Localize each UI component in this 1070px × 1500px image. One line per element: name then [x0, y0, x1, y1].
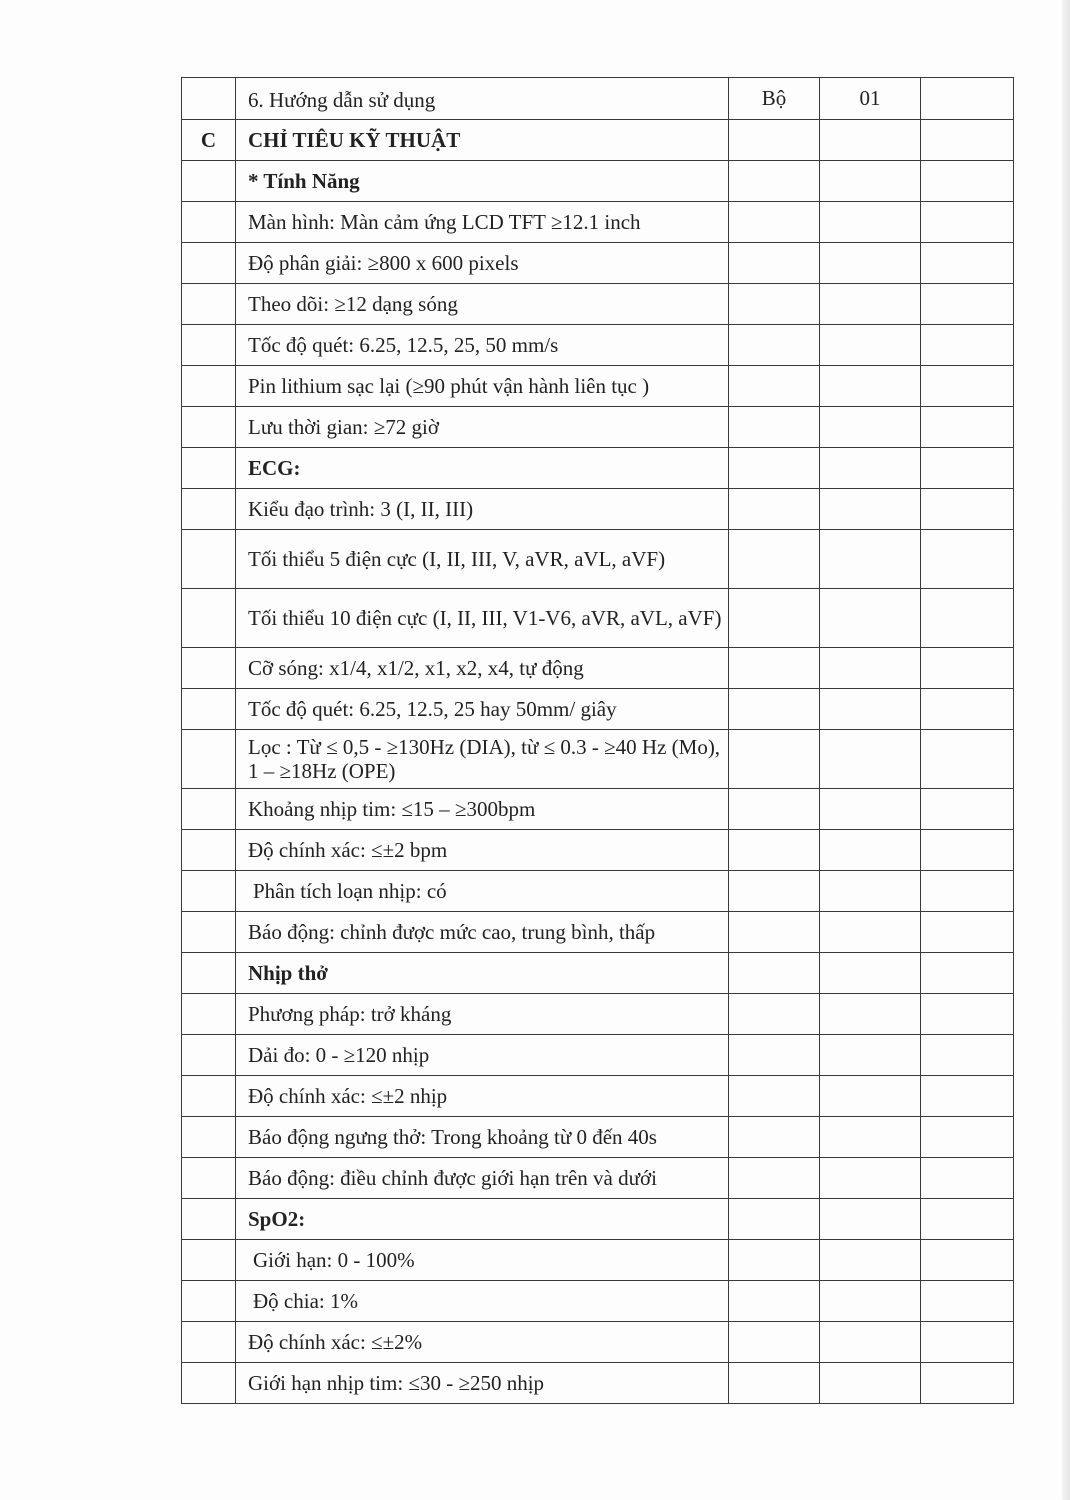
unit-cell — [729, 489, 820, 530]
note-cell — [921, 1281, 1014, 1322]
note-cell — [921, 407, 1014, 448]
row-number-cell — [182, 325, 236, 366]
table-row — [182, 994, 1014, 1035]
description-cell: Tối thiểu 10 điện cực (I, II, III, V1-V6, aVR, aVL, aVF) — [236, 589, 729, 648]
description-cell: Phương pháp: trở kháng — [236, 994, 729, 1035]
table-row — [182, 1117, 1014, 1158]
table-row — [182, 912, 1014, 953]
scan-edge-shadow — [1062, 0, 1070, 1500]
quantity-cell — [820, 161, 921, 202]
row-number-cell — [182, 366, 236, 407]
description-cell: Báo động: chỉnh được mức cao, trung bình, thấp — [236, 912, 729, 953]
row-number-cell — [182, 1117, 236, 1158]
quantity-cell — [820, 589, 921, 648]
unit-cell — [729, 325, 820, 366]
row-number-cell — [182, 78, 236, 120]
quantity-cell — [820, 1158, 921, 1199]
table-row — [182, 78, 1014, 120]
row-number-cell — [182, 1199, 236, 1240]
description-cell: Lưu thời gian: ≥72 giờ — [236, 407, 729, 448]
description-cell: Lọc : Từ ≤ 0,5 - ≥130Hz (DIA), từ ≤ 0.3 - ≥40 Hz (Mo), 1 – ≥18Hz (OPE) — [236, 730, 729, 789]
note-cell — [921, 589, 1014, 648]
quantity-cell — [820, 325, 921, 366]
unit-cell — [729, 202, 820, 243]
description-cell: CHỈ TIÊU KỸ THUẬT — [236, 120, 729, 161]
unit-cell — [729, 871, 820, 912]
row-number-cell — [182, 1158, 236, 1199]
note-cell — [921, 1363, 1014, 1404]
note-cell — [921, 1322, 1014, 1363]
description-cell: Độ chia: 1% — [236, 1281, 729, 1322]
table-row — [182, 871, 1014, 912]
unit-cell — [729, 730, 820, 789]
row-number-cell — [182, 1281, 236, 1322]
quantity-cell — [820, 1322, 921, 1363]
quantity-cell — [820, 366, 921, 407]
row-number-cell — [182, 530, 236, 589]
unit-cell — [729, 689, 820, 730]
unit-cell — [729, 284, 820, 325]
row-number-cell — [182, 994, 236, 1035]
note-cell — [921, 1199, 1014, 1240]
description-cell: Báo động ngưng thở: Trong khoảng từ 0 đến 40s — [236, 1117, 729, 1158]
description-cell: * Tính Năng — [236, 161, 729, 202]
note-cell — [921, 284, 1014, 325]
unit-cell — [729, 1240, 820, 1281]
table-row — [182, 530, 1014, 589]
unit-cell — [729, 366, 820, 407]
note-cell — [921, 1240, 1014, 1281]
note-cell — [921, 448, 1014, 489]
note-cell — [921, 530, 1014, 589]
row-number-cell — [182, 871, 236, 912]
table-row — [182, 202, 1014, 243]
row-number-cell — [182, 1076, 236, 1117]
row-number-cell: C — [182, 120, 236, 161]
table-row — [182, 1158, 1014, 1199]
note-cell — [921, 1117, 1014, 1158]
table-row — [182, 1035, 1014, 1076]
row-number-cell — [182, 448, 236, 489]
row-number-cell — [182, 648, 236, 689]
table-row — [182, 689, 1014, 730]
quantity-cell — [820, 994, 921, 1035]
table-row — [182, 589, 1014, 648]
description-cell: Giới hạn nhịp tim: ≤30 - ≥250 nhịp — [236, 1363, 729, 1404]
table-row — [182, 325, 1014, 366]
unit-cell — [729, 1035, 820, 1076]
note-cell — [921, 120, 1014, 161]
row-number-cell — [182, 912, 236, 953]
description-cell: Nhịp thở — [236, 953, 729, 994]
description-cell: Kiểu đạo trình: 3 (I, II, III) — [236, 489, 729, 530]
quantity-cell — [820, 120, 921, 161]
quantity-cell — [820, 489, 921, 530]
row-number-cell — [182, 1363, 236, 1404]
unit-cell — [729, 1363, 820, 1404]
quantity-cell — [820, 953, 921, 994]
note-cell — [921, 730, 1014, 789]
quantity-cell — [820, 1076, 921, 1117]
unit-cell — [729, 789, 820, 830]
quantity-cell — [820, 648, 921, 689]
table-row — [182, 366, 1014, 407]
row-number-cell — [182, 1240, 236, 1281]
unit-cell — [729, 589, 820, 648]
table-row — [182, 1322, 1014, 1363]
table-row — [182, 1240, 1014, 1281]
quantity-cell — [820, 448, 921, 489]
description-cell: Độ chính xác: ≤±2 nhịp — [236, 1076, 729, 1117]
note-cell — [921, 871, 1014, 912]
description-cell: Tốc độ quét: 6.25, 12.5, 25, 50 mm/s — [236, 325, 729, 366]
quantity-cell — [820, 530, 921, 589]
note-cell — [921, 689, 1014, 730]
note-cell — [921, 830, 1014, 871]
note-cell — [921, 366, 1014, 407]
unit-cell — [729, 120, 820, 161]
unit-cell: Bộ — [729, 78, 820, 120]
table-row — [182, 243, 1014, 284]
quantity-cell — [820, 871, 921, 912]
unit-cell — [729, 161, 820, 202]
quantity-cell — [820, 912, 921, 953]
unit-cell — [729, 830, 820, 871]
note-cell — [921, 953, 1014, 994]
unit-cell — [729, 448, 820, 489]
table-row — [182, 789, 1014, 830]
row-number-cell — [182, 489, 236, 530]
row-number-cell — [182, 689, 236, 730]
description-cell: 6. Hướng dẫn sử dụng — [236, 78, 729, 120]
quantity-cell — [820, 1199, 921, 1240]
description-cell: Giới hạn: 0 - 100% — [236, 1240, 729, 1281]
table-row — [182, 953, 1014, 994]
description-cell: Độ chính xác: ≤±2% — [236, 1322, 729, 1363]
note-cell — [921, 78, 1014, 120]
table-row — [182, 1363, 1014, 1404]
description-cell: SpO2: — [236, 1199, 729, 1240]
row-number-cell — [182, 243, 236, 284]
note-cell — [921, 161, 1014, 202]
description-cell: Độ phân giải: ≥800 x 600 pixels — [236, 243, 729, 284]
description-cell: Dải đo: 0 - ≥120 nhịp — [236, 1035, 729, 1076]
note-cell — [921, 1076, 1014, 1117]
unit-cell — [729, 530, 820, 589]
spec-table-body — [182, 78, 1014, 1404]
description-cell: Theo dõi: ≥12 dạng sóng — [236, 284, 729, 325]
unit-cell — [729, 1281, 820, 1322]
row-number-cell — [182, 161, 236, 202]
description-cell: Độ chính xác: ≤±2 bpm — [236, 830, 729, 871]
quantity-cell — [820, 689, 921, 730]
row-number-cell — [182, 202, 236, 243]
table-row — [182, 730, 1014, 789]
quantity-cell — [820, 1035, 921, 1076]
table-row — [182, 448, 1014, 489]
unit-cell — [729, 243, 820, 284]
quantity-cell — [820, 1117, 921, 1158]
row-number-cell — [182, 953, 236, 994]
row-number-cell — [182, 730, 236, 789]
table-row — [182, 120, 1014, 161]
quantity-cell — [820, 730, 921, 789]
description-cell: Tối thiểu 5 điện cực (I, II, III, V, aVR, aVL, aVF) — [236, 530, 729, 589]
row-number-cell — [182, 789, 236, 830]
row-number-cell — [182, 1035, 236, 1076]
note-cell — [921, 489, 1014, 530]
description-cell: Phân tích loạn nhịp: có — [236, 871, 729, 912]
note-cell — [921, 994, 1014, 1035]
unit-cell — [729, 1158, 820, 1199]
table-row — [182, 1199, 1014, 1240]
quantity-cell — [820, 243, 921, 284]
table-row — [182, 648, 1014, 689]
quantity-cell — [820, 202, 921, 243]
row-number-cell — [182, 407, 236, 448]
table-row — [182, 1076, 1014, 1117]
note-cell — [921, 325, 1014, 366]
table-row — [182, 830, 1014, 871]
table-row — [182, 407, 1014, 448]
row-number-cell — [182, 1322, 236, 1363]
unit-cell — [729, 1117, 820, 1158]
spec-table — [181, 77, 1014, 1404]
table-row — [182, 284, 1014, 325]
unit-cell — [729, 1076, 820, 1117]
unit-cell — [729, 1322, 820, 1363]
table-row — [182, 489, 1014, 530]
unit-cell — [729, 994, 820, 1035]
note-cell — [921, 243, 1014, 284]
quantity-cell — [820, 1281, 921, 1322]
row-number-cell — [182, 284, 236, 325]
row-number-cell — [182, 830, 236, 871]
description-cell: Tốc độ quét: 6.25, 12.5, 25 hay 50mm/ giây — [236, 689, 729, 730]
description-cell: Báo động: điều chỉnh được giới hạn trên và dưới — [236, 1158, 729, 1199]
table-row — [182, 1281, 1014, 1322]
quantity-cell: 01 — [820, 78, 921, 120]
description-cell: ECG: — [236, 448, 729, 489]
description-cell: Pin lithium sạc lại (≥90 phút vận hành liên tục ) — [236, 366, 729, 407]
description-cell: Màn hình: Màn cảm ứng LCD TFT ≥12.1 inch — [236, 202, 729, 243]
quantity-cell — [820, 830, 921, 871]
table-row — [182, 161, 1014, 202]
note-cell — [921, 648, 1014, 689]
note-cell — [921, 202, 1014, 243]
unit-cell — [729, 1199, 820, 1240]
quantity-cell — [820, 789, 921, 830]
unit-cell — [729, 407, 820, 448]
quantity-cell — [820, 1363, 921, 1404]
note-cell — [921, 1035, 1014, 1076]
note-cell — [921, 912, 1014, 953]
note-cell — [921, 1158, 1014, 1199]
unit-cell — [729, 648, 820, 689]
unit-cell — [729, 912, 820, 953]
row-number-cell — [182, 589, 236, 648]
unit-cell — [729, 953, 820, 994]
description-cell: Cỡ sóng: x1/4, x1/2, x1, x2, x4, tự động — [236, 648, 729, 689]
quantity-cell — [820, 284, 921, 325]
note-cell — [921, 789, 1014, 830]
quantity-cell — [820, 1240, 921, 1281]
quantity-cell — [820, 407, 921, 448]
description-cell: Khoảng nhịp tim: ≤15 – ≥300bpm — [236, 789, 729, 830]
